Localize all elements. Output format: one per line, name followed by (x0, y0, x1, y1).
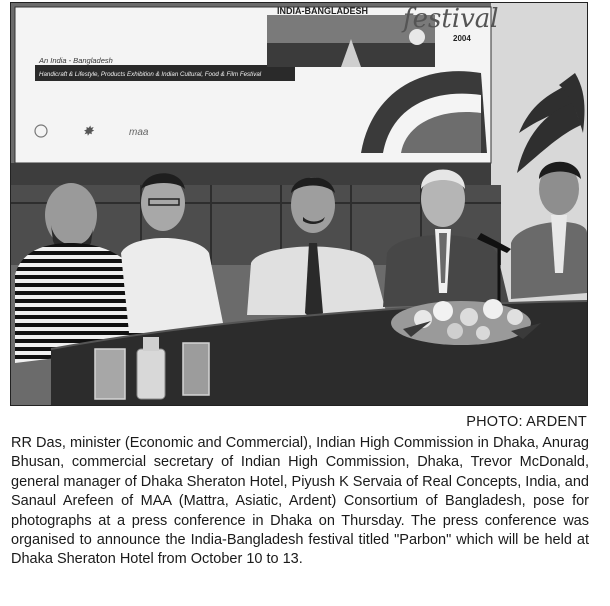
photo-credit: PHOTO: ARDENT (466, 414, 587, 430)
banner-year: 2004 (453, 34, 471, 43)
sponsor-logo-icon-2: ✸ (83, 124, 94, 138)
banner-title: INDIA-BANGLADESH (277, 6, 368, 16)
photo-illustration (11, 3, 587, 405)
press-conference-photo (10, 2, 588, 406)
photo-caption: RR Das, minister (Economic and Commercial), Indian High Commission in Dhaka, Anurag Bhusan, commercial secretary of Indian High Commission, Dhaka, Trevor McDonald, general manager of Dhaka Sheraton Hotel, Piyush K Servaia of Real Concepts, India, and Sanaul Arefeen of MAA (Mattra, Asiatic, Ardent) Consortium of Bangladesh, pose for photographs at a press conference in Dhaka on Thursday. The press conference was organised to announce the India-Bangladesh festival titled "Parbon" which will be held at Dhaka Sheraton Hotel from October 10 to 13. (11, 435, 589, 568)
banner-strap: Handicraft & Lifestyle, Products Exhibition & Indian Cultural, Food & Film Festival (39, 71, 262, 78)
banner-subtitle: An India - Bangladesh (39, 56, 113, 65)
banner-script-word: festival (403, 4, 499, 34)
festival-banner (15, 4, 499, 163)
maa-logo: maa (129, 127, 149, 138)
